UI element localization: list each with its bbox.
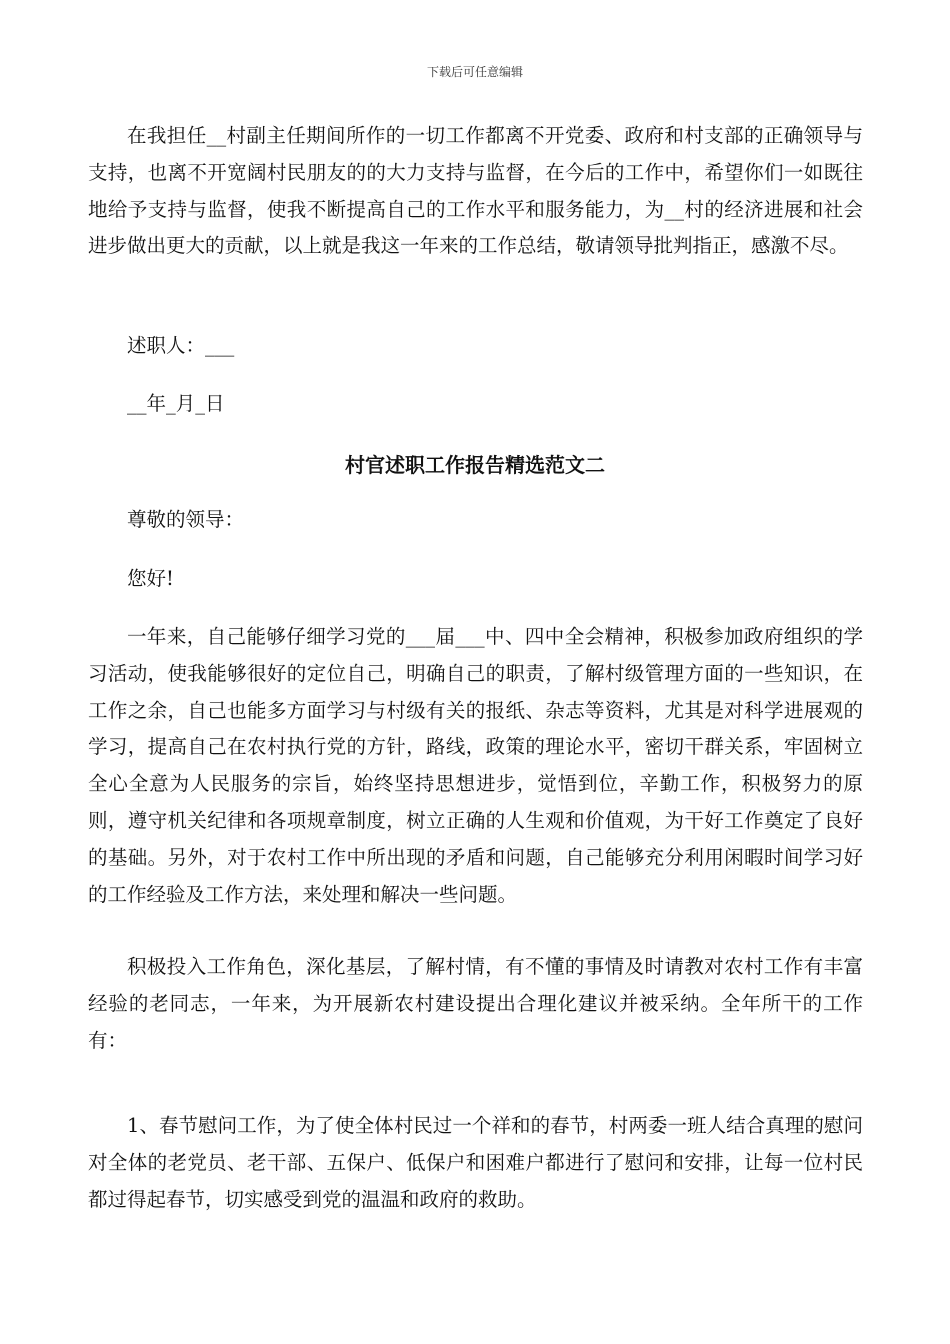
section-title: 村官述职工作报告精选范文二 xyxy=(345,453,605,477)
study-paragraph: 一年来，自己能够仔细学习党的___届___中、四中全会精神，积极参加政府组织的学习活动，使我能够很好的定位自己，明确自己的职责，了解村级管理方面的一些知识，在工作之余，自己也能多方面学习与村级有关的报纸、杂志等资料，尤其是对科学进展观的学习，提高自己在农村执行党的方针，路线，政策的理论水平，密切干群关系，牢固树立全心全意为人民服务的宗旨，始终坚持思想进步，觉悟到位，辛勤工作，积极努力的原则，遵守机关纪律和各项规章制度，树立正确的人生观和价值观，为干好工作奠定了良好的基础。另外，对于农村工作中所出现的矛盾和问题，自己能够充分利用闲暇时间学习好的工作经验及工作方法，来处理和解决一些问题。 xyxy=(88,625,863,906)
salutation-line: 尊敬的领导： xyxy=(127,508,245,531)
date-line: __年_月_日 xyxy=(127,392,225,415)
closing-paragraph: 在我担任__村副主任期间所作的一切工作都离不开党委、政府和村支部的正确领导与支持，也离不开宽阔村民朋友的的大力支持与监督，在今后的工作中，希望你们一如既往地给予支持与监督，使我不断提高自己的工作水平和服务能力，为__村的经济进展和社会进步做出更大的贡献，以上就是我这一年来的工作总结，敬请领导批判指正，感激不尽。 xyxy=(88,124,863,258)
work-role-paragraph: 积极投入工作角色，深化基层，了解村情，有不懂的事情及时请教对农村工作有丰富经验的老同志，一年来，为开展新农村建设提出合理化建议并被采纳。全年所干的工作有： xyxy=(88,955,863,1052)
signer-line: 述职人：___ xyxy=(127,334,235,357)
greeting-line: 您好! xyxy=(127,567,174,590)
spring-festival-paragraph: 1、春节慰问工作，为了使全体村民过一个祥和的春节，村两委一班人结合真理的慰问对全体的老党员、老干部、五保户、低保户和困难户都进行了慰问和安排，让每一位村民都过得起春节，切实感受到党的温温和政府的救助。 xyxy=(88,1114,863,1211)
page-header-note: 下载后可任意编辑 xyxy=(426,65,523,79)
